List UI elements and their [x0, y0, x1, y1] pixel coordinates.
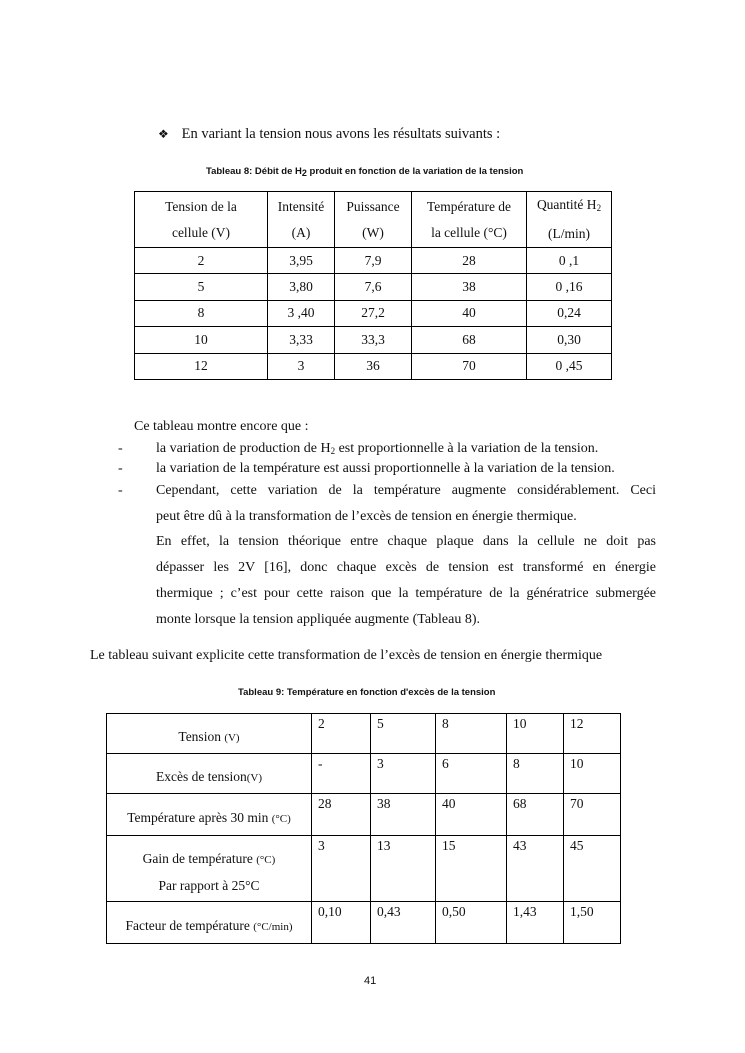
table-cell: 38 — [371, 794, 436, 836]
label-text: Température après 30 min — [127, 810, 272, 825]
label-unit: (°C/min) — [253, 921, 293, 933]
table-cell: 43 — [507, 836, 564, 902]
header-subscript: 2 — [596, 203, 602, 213]
intro-line — [158, 126, 500, 143]
table-row — [107, 714, 621, 754]
row-label — [107, 794, 312, 836]
label-unit: (V) — [224, 732, 240, 744]
paragraph-line: monte lorsque la tension appliquée augmente (Tableau 8). — [156, 612, 481, 627]
table-cell: 0 ,1 — [527, 248, 612, 274]
table-row — [107, 794, 621, 836]
table-cell: 3 — [371, 754, 436, 794]
observations-continuation — [156, 529, 656, 633]
row-label — [107, 754, 312, 794]
header-line2: cellule (V) — [171, 224, 231, 240]
table-row — [107, 754, 621, 794]
list-item — [118, 440, 656, 460]
row-label — [107, 902, 312, 944]
paragraph-line: dépasser les 2V [16], donc chaque excès de tension est transformé en énergie — [156, 560, 656, 575]
table-cell: 0 ,16 — [527, 274, 612, 300]
item-subscript: 2 — [330, 446, 336, 456]
table-cell: 0,10 — [312, 902, 371, 944]
table-cell: 12 — [135, 353, 268, 379]
table-cell: 70 — [564, 794, 621, 836]
table-row — [135, 300, 612, 326]
header-line1: Quantité H — [536, 197, 597, 212]
table-row — [135, 353, 612, 379]
table8-header-row — [135, 192, 612, 248]
table-cell: 1,43 — [507, 902, 564, 944]
table-cell: 15 — [436, 836, 507, 902]
transition-paragraph: Le tableau suivant explicite cette transformation de l’excès de tension en énergie thermique — [90, 648, 603, 663]
table-cell: 38 — [412, 274, 527, 300]
header-line2: (L/min) — [548, 226, 590, 241]
table-cell: 0,30 — [527, 327, 612, 353]
header-line2: (A) — [291, 224, 311, 240]
label-unit: (°C) — [256, 854, 276, 866]
table-cell: 3 — [312, 836, 371, 902]
table-cell: 6 — [436, 754, 507, 794]
table-cell: 0 ,45 — [527, 353, 612, 379]
table-cell: 10 — [507, 714, 564, 754]
list-item — [118, 460, 656, 478]
table9 — [106, 713, 621, 944]
table-row — [135, 327, 612, 353]
header-line1: Puissance — [346, 198, 400, 214]
paragraph-line: En effet, la tension théorique entre chaque plaque dans la cellule ne doit pas — [156, 534, 656, 549]
header-quantite — [527, 192, 612, 248]
table-cell: 10 — [135, 327, 268, 353]
table-cell: 3 ,40 — [268, 300, 335, 326]
table8-body — [135, 248, 612, 380]
table-cell: 70 — [412, 353, 527, 379]
table8-caption — [206, 166, 523, 178]
header-tension — [135, 192, 268, 248]
item-text: est proportionnelle à la variation de la tension. — [335, 441, 599, 456]
table-cell: 36 — [335, 353, 412, 379]
header-puissance — [335, 192, 412, 248]
header-line2: la cellule (°C) — [431, 224, 507, 240]
table-row — [107, 902, 621, 944]
item-text: la variation de production de H — [156, 441, 331, 456]
table9-caption: Tableau 9: Température en fonction d'excès de la tension — [238, 687, 496, 698]
table-cell: 3,33 — [268, 327, 335, 353]
diamond-bullet-icon: ❖ — [158, 127, 169, 141]
table-cell: 10 — [564, 754, 621, 794]
table-cell: 3,95 — [268, 248, 335, 274]
table-row — [135, 274, 612, 300]
table-cell: 8 — [436, 714, 507, 754]
row-label — [107, 836, 312, 902]
table-cell: 3,80 — [268, 274, 335, 300]
table-cell: 0,43 — [371, 902, 436, 944]
item-line: peut être dû à la transformation de l’excès de tension en énergie thermique. — [156, 509, 577, 524]
list-item — [118, 478, 656, 530]
header-temperature — [412, 192, 527, 248]
item-text: la variation de la température est aussi proportionnelle à la variation de la tension. — [156, 461, 615, 476]
table-cell: 68 — [412, 327, 527, 353]
page-number: 41 — [364, 975, 377, 987]
label-text: Excès de tension — [155, 769, 247, 784]
table-cell: 7,9 — [335, 248, 412, 274]
label-text: Facteur de température — [125, 918, 254, 933]
table-cell: 8 — [507, 754, 564, 794]
header-line1: Température de — [426, 198, 512, 214]
table-cell: - — [312, 754, 371, 794]
table-cell: 5 — [371, 714, 436, 754]
table-cell: 27,2 — [335, 300, 412, 326]
label-text-line2: Par rapport à 25°C — [158, 878, 260, 893]
table-cell: 40 — [412, 300, 527, 326]
table-cell: 28 — [412, 248, 527, 274]
table-cell: 8 — [135, 300, 268, 326]
table-cell: 68 — [507, 794, 564, 836]
table-cell: 1,50 — [564, 902, 621, 944]
label-text: Tension — [178, 729, 225, 744]
observations-lead: Ce tableau montre encore que : — [134, 419, 309, 434]
table-cell: 2 — [312, 714, 371, 754]
table-cell: 12 — [564, 714, 621, 754]
caption-prefix: Tableau 8: Débit de H — [206, 166, 302, 177]
header-line2: (W) — [362, 224, 384, 240]
label-unit: (V) — [246, 772, 262, 784]
table-cell: 5 — [135, 274, 268, 300]
table-cell: 2 — [135, 248, 268, 274]
caption-subscript: 2 — [301, 168, 307, 178]
caption-suffix: produit en fonction de la variation de la tension — [306, 166, 524, 177]
intro-text: En variant la tension nous avons les résultats suivants : — [181, 126, 501, 142]
table-cell: 40 — [436, 794, 507, 836]
table-cell: 28 — [312, 794, 371, 836]
table-cell: 7,6 — [335, 274, 412, 300]
table-row — [135, 248, 612, 274]
paragraph-line: thermique ; c’est pour cette raison que la température de la génératrice submergée — [156, 586, 656, 601]
table9-body — [107, 714, 621, 944]
label-unit: (°C) — [271, 813, 291, 825]
table8 — [134, 191, 612, 380]
table-cell: 33,3 — [335, 327, 412, 353]
observations-list — [118, 440, 656, 530]
table-cell: 0,50 — [436, 902, 507, 944]
table-row — [107, 836, 621, 902]
table-cell: 45 — [564, 836, 621, 902]
header-intensite — [268, 192, 335, 248]
header-line1: Intensité — [277, 198, 325, 214]
item-line: - Cependant, cette variation de la température augmente considérablement. Ceci — [156, 483, 656, 498]
label-text: Gain de température — [142, 851, 257, 866]
header-line1: Tension de la — [165, 198, 237, 214]
table-cell: 0,24 — [527, 300, 612, 326]
table-cell: 3 — [268, 353, 335, 379]
table-cell: 13 — [371, 836, 436, 902]
row-label — [107, 714, 312, 754]
